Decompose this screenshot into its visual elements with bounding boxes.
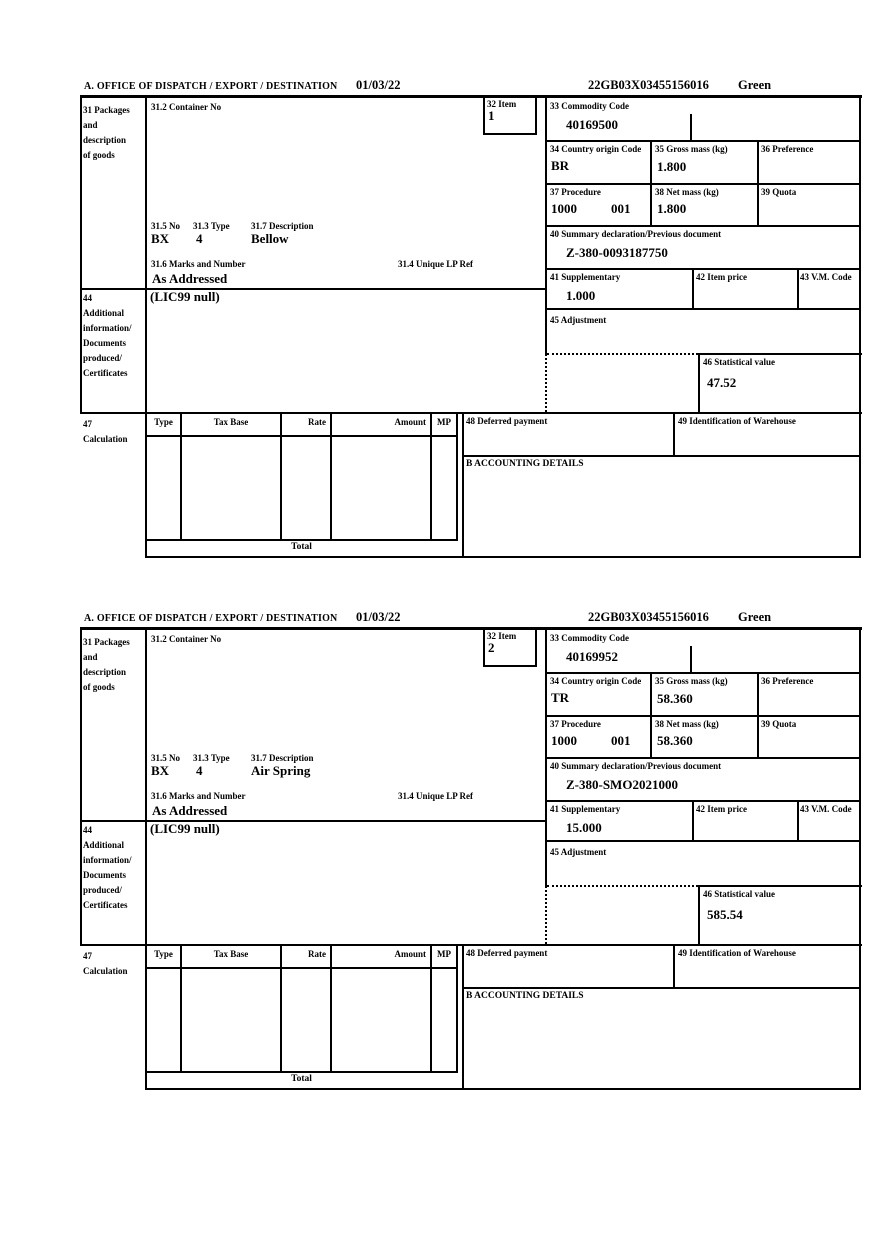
box34-35-divider <box>650 140 652 225</box>
box34-row-bottom-line <box>545 715 861 717</box>
calc-col-type: Type <box>154 417 173 427</box>
commodity-code-label: 33 Commodity Code <box>550 633 629 643</box>
description-label: 31.7 Description <box>251 753 314 763</box>
statistical-value: 585.54 <box>707 907 743 922</box>
additional-information-value: (LIC99 null) <box>150 821 220 836</box>
gross-mass-value: 58.360 <box>657 691 693 706</box>
gross-mass-label: 35 Gross mass (kg) <box>655 144 728 154</box>
calc-col-rate: Rate <box>308 949 326 959</box>
rate-column-divider <box>330 412 332 539</box>
total-label: Total <box>291 542 312 552</box>
label-column-divider <box>145 629 147 1090</box>
form-top-border <box>80 627 862 630</box>
declaration-item-1 <box>0 78 882 558</box>
commodity-code-tick <box>690 646 692 672</box>
warehouse-id-label: 49 Identification of Warehouse <box>678 948 796 958</box>
country-origin-label: 34 Country origin Code <box>550 144 642 154</box>
statistical-value-label: 46 Statistical value <box>703 889 775 899</box>
box48-left-border <box>462 944 464 1090</box>
supplementary-value: 15.000 <box>566 820 602 835</box>
supplementary-label: 41 Supplementary <box>550 272 621 282</box>
calc-col-type: Type <box>154 949 173 959</box>
form-top-border <box>80 95 862 98</box>
net-mass-label: 38 Net mass (kg) <box>655 719 719 729</box>
preference-label: 36 Preference <box>761 144 814 154</box>
unique-lp-ref-label: 31.4 Unique LP Ref <box>398 791 474 801</box>
procedure-extra-code: 001 <box>611 733 631 748</box>
package-type-value: 4 <box>196 763 203 778</box>
quota-label: 39 Quota <box>761 719 797 729</box>
form-left-border <box>80 97 82 414</box>
previous-document-label: 40 Summary declaration/Previous document <box>550 761 722 771</box>
supplementary-label: 41 Supplementary <box>550 804 621 814</box>
marks-number-value: As Addressed <box>152 803 228 818</box>
commodity-code-tick <box>690 114 692 140</box>
box48-49-divider <box>673 944 675 987</box>
label-column-divider <box>145 97 147 558</box>
box41-42-divider <box>692 800 694 840</box>
box42-43-divider <box>797 800 799 840</box>
calc-col-rate: Rate <box>308 417 326 427</box>
box40-bottom-line <box>545 800 861 802</box>
declaration-reference: 22GB03X03455156016 <box>588 78 709 92</box>
calc-header-bottom-line <box>145 435 458 437</box>
taxbase-column-divider <box>280 412 282 539</box>
declaration-date: 01/03/22 <box>356 78 401 92</box>
box33-bottom-line <box>545 140 861 142</box>
calc-table-right-border <box>456 412 458 539</box>
item-price-label: 42 Item price <box>696 272 747 282</box>
package-no-label: 31.5 No <box>151 221 180 231</box>
routing-status: Green <box>738 610 772 624</box>
gross-mass-label: 35 Gross mass (kg) <box>655 676 728 686</box>
taxbase-column-divider <box>280 944 282 1071</box>
box41-row-bottom-line <box>545 840 861 842</box>
box37-row-bottom-line <box>545 225 861 227</box>
calc-col-amount: Amount <box>394 949 426 959</box>
office-of-dispatch-label: A. OFFICE OF DISPATCH / EXPORT / DESTINATION <box>84 81 338 92</box>
amount-column-divider <box>430 944 432 1071</box>
package-no-value: BX <box>151 231 170 246</box>
net-mass-value: 58.360 <box>657 733 693 748</box>
item-number: 1 <box>488 108 495 123</box>
box37-row-bottom-line <box>545 757 861 759</box>
box35-36-divider <box>757 140 759 225</box>
box48-49-divider <box>673 412 675 455</box>
preference-label: 36 Preference <box>761 676 814 686</box>
calc-header-bottom-line <box>145 967 458 969</box>
procedure-label: 37 Procedure <box>550 719 601 729</box>
calc-col-mp: MP <box>437 417 451 427</box>
type-column-divider <box>180 944 182 1071</box>
deferred-payment-label: 48 Deferred payment <box>466 948 548 958</box>
rate-column-divider <box>330 944 332 1071</box>
calc-col-tax-base: Tax Base <box>213 417 249 427</box>
deferred-payment-label: 48 Deferred payment <box>466 416 548 426</box>
dotted-vertical-divider <box>545 354 547 412</box>
accounting-top-line <box>462 455 860 457</box>
item-label: 32 Item <box>487 99 517 109</box>
procedure-extra-code: 001 <box>611 201 631 216</box>
country-origin-code: BR <box>551 158 570 173</box>
type-column-divider <box>180 412 182 539</box>
marks-number-value: As Addressed <box>152 271 228 286</box>
item-label: 32 Item <box>487 631 517 641</box>
office-of-dispatch-label: A. OFFICE OF DISPATCH / EXPORT / DESTINATION <box>84 613 338 624</box>
procedure-label: 37 Procedure <box>550 187 601 197</box>
calc-col-mp: MP <box>437 949 451 959</box>
adjustment-label: 45 Adjustment <box>550 315 607 325</box>
package-no-label: 31.5 No <box>151 753 180 763</box>
dotted-horizontal-divider <box>547 353 698 355</box>
calc-body-bottom-line <box>145 1071 458 1073</box>
box31-label: 31 Packages and description of goods <box>83 105 130 160</box>
statistical-value: 47.52 <box>707 375 737 390</box>
container-no-label: 31.2 Container No <box>151 102 222 112</box>
country-origin-code: TR <box>551 690 570 705</box>
previous-document-value: Z-380-0093187750 <box>566 245 668 260</box>
form-bottom-border <box>145 1088 861 1090</box>
container-no-label: 31.2 Container No <box>151 634 222 644</box>
box44-label: 44 Additional information/ Documents produced/ Certificates <box>83 825 132 910</box>
box41-42-divider <box>692 268 694 308</box>
procedure-code: 1000 <box>551 733 577 748</box>
package-no-value: BX <box>151 763 170 778</box>
accounting-details-label: B ACCOUNTING DETAILS <box>466 991 584 1001</box>
previous-document-value: Z-380-SMO2021000 <box>566 777 678 792</box>
commodity-code-label: 33 Commodity Code <box>550 101 629 111</box>
additional-information-value: (LIC99 null) <box>150 289 220 304</box>
marks-number-label: 31.6 Marks and Number <box>151 259 246 269</box>
goods-description: Bellow <box>251 231 289 246</box>
calc-col-amount: Amount <box>394 417 426 427</box>
marks-number-label: 31.6 Marks and Number <box>151 791 246 801</box>
goods-description: Air Spring <box>251 763 311 778</box>
box48-left-border <box>462 412 464 558</box>
commodity-code: 40169500 <box>566 117 618 132</box>
box42-43-divider <box>797 268 799 308</box>
declaration-reference: 22GB03X03455156016 <box>588 610 709 624</box>
calc-col-tax-base: Tax Base <box>213 949 249 959</box>
vm-code-label: 43 V.M. Code <box>800 804 852 814</box>
gross-mass-value: 1.800 <box>657 159 687 174</box>
box34-35-divider <box>650 672 652 757</box>
box41-row-bottom-line <box>545 308 861 310</box>
supplementary-value: 1.000 <box>566 288 596 303</box>
calc-body-bottom-line <box>145 539 458 541</box>
box40-bottom-line <box>545 268 861 270</box>
unique-lp-ref-label: 31.4 Unique LP Ref <box>398 259 474 269</box>
accounting-details-label: B ACCOUNTING DETAILS <box>466 459 584 469</box>
commodity-code: 40169952 <box>566 649 618 664</box>
box47-top-line <box>80 944 862 946</box>
box44-label: 44 Additional information/ Documents produced/ Certificates <box>83 293 132 378</box>
package-type-value: 4 <box>196 231 203 246</box>
previous-document-label: 40 Summary declaration/Previous document <box>550 229 722 239</box>
box35-36-divider <box>757 672 759 757</box>
routing-status: Green <box>738 78 772 92</box>
item-price-label: 42 Item price <box>696 804 747 814</box>
box31-label: 31 Packages and description of goods <box>83 637 130 692</box>
box34-row-bottom-line <box>545 183 861 185</box>
box47-label: 47 Calculation <box>83 419 128 444</box>
form-right-border <box>859 629 861 1090</box>
declaration-date: 01/03/22 <box>356 610 401 624</box>
amount-column-divider <box>430 412 432 539</box>
description-label: 31.7 Description <box>251 221 314 231</box>
box47-label: 47 Calculation <box>83 951 128 976</box>
statistical-value-label: 46 Statistical value <box>703 357 775 367</box>
procedure-code: 1000 <box>551 201 577 216</box>
calc-table-right-border <box>456 944 458 1071</box>
adjustment-label: 45 Adjustment <box>550 847 607 857</box>
form-left-border <box>80 629 82 946</box>
package-type-label: 31.3 Type <box>193 221 230 231</box>
quota-label: 39 Quota <box>761 187 797 197</box>
package-type-label: 31.3 Type <box>193 753 230 763</box>
dotted-vertical-divider <box>545 886 547 944</box>
country-origin-label: 34 Country origin Code <box>550 676 642 686</box>
net-mass-label: 38 Net mass (kg) <box>655 187 719 197</box>
item-number: 2 <box>488 640 495 655</box>
vm-code-label: 43 V.M. Code <box>800 272 852 282</box>
form-right-border <box>859 97 861 558</box>
dotted-horizontal-divider <box>547 885 698 887</box>
net-mass-value: 1.800 <box>657 201 687 216</box>
form-bottom-border <box>145 556 861 558</box>
warehouse-id-label: 49 Identification of Warehouse <box>678 416 796 426</box>
box47-top-line <box>80 412 862 414</box>
declaration-item-2 <box>0 610 882 1090</box>
box33-bottom-line <box>545 672 861 674</box>
accounting-top-line <box>462 987 860 989</box>
total-label: Total <box>291 1074 312 1084</box>
